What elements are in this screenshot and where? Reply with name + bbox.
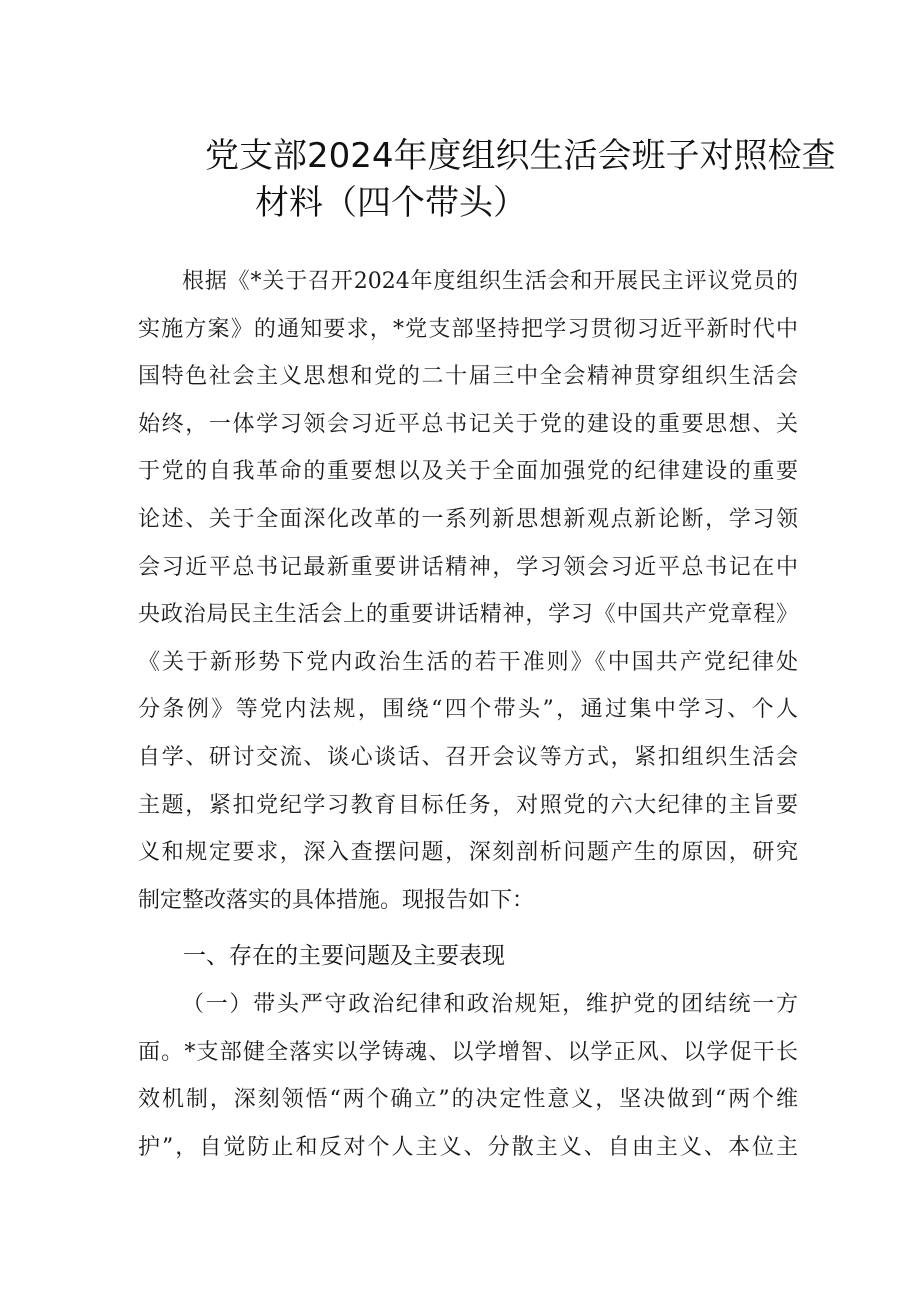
- paragraph-line: 论述、关于全面深化改革的一系列新思想新观点新论断，学习领: [138, 506, 798, 532]
- paragraph-line: 始终，一体学习领会习近平总书记关于党的建设的重要思想、关: [138, 411, 798, 437]
- paragraph-line: 于党的自我革命的重要想以及关于全面加强党的纪律建设的重要: [138, 459, 798, 485]
- paragraph-line: 会习近平总书记最新重要讲话精神，学习领会习近平总书记在中: [138, 554, 798, 580]
- document-title-line-2: 材料（四个带头）: [255, 183, 527, 223]
- paragraph-line: 面。*支部健全落实以学铸魂、以学增智、以学正风、以学促干长: [138, 1039, 798, 1065]
- paragraph-line: （一）带头严守政治纪律和政治规矩，维护党的团结统一方: [182, 992, 798, 1017]
- paragraph-line: 主题，紧扣党纪学习教育目标任务，对照党的六大纪律的主旨要: [138, 792, 798, 818]
- document-title-line-1: 党支部2024年度组织生活会班子对照检查: [205, 136, 836, 176]
- section-heading: 一、存在的主要问题及主要表现: [183, 943, 505, 969]
- paragraph-line: 国特色社会主义思想和党的二十届三中全会精神贯穿组织生活会: [138, 364, 798, 390]
- paragraph-line: 义和规定要求，深入查摆问题，深刻剖析问题产生的原因，研究: [138, 840, 798, 866]
- paragraph-line: 实施方案》的通知要求，*党支部坚持把学习贯彻习近平新时代中: [138, 316, 798, 342]
- paragraph-line: 护”，自觉防止和反对个人主义、分散主义、自由主义、本位主: [138, 1134, 798, 1160]
- paragraph-1: [138, 258, 798, 924]
- paragraph-line: 效机制，深刻领悟“两个确立”的决定性意义，坚决做到“两个维: [138, 1087, 798, 1113]
- paragraph-line: 《关于新形势下党内政治生活的若干准则》《中国共产党纪律处: [138, 649, 798, 675]
- paragraph-line: 央政治局民主生活会上的重要讲话精神，学习《中国共产党章程》: [138, 602, 798, 628]
- paragraph-line: 制定整改落实的具体措施。现报告如下：: [138, 887, 535, 913]
- paragraph-line: 自学、研讨交流、谈心谈话、召开会议等方式，紧扣组织生活会: [138, 744, 798, 770]
- paragraph-line: 根据《*关于召开2024年度组织生活会和开展民主评议党员的: [182, 269, 798, 294]
- paragraph-2: [138, 981, 798, 1171]
- paragraph-line: 分条例》等党内法规，围绕“四个带头”，通过集中学习、个人: [138, 697, 798, 723]
